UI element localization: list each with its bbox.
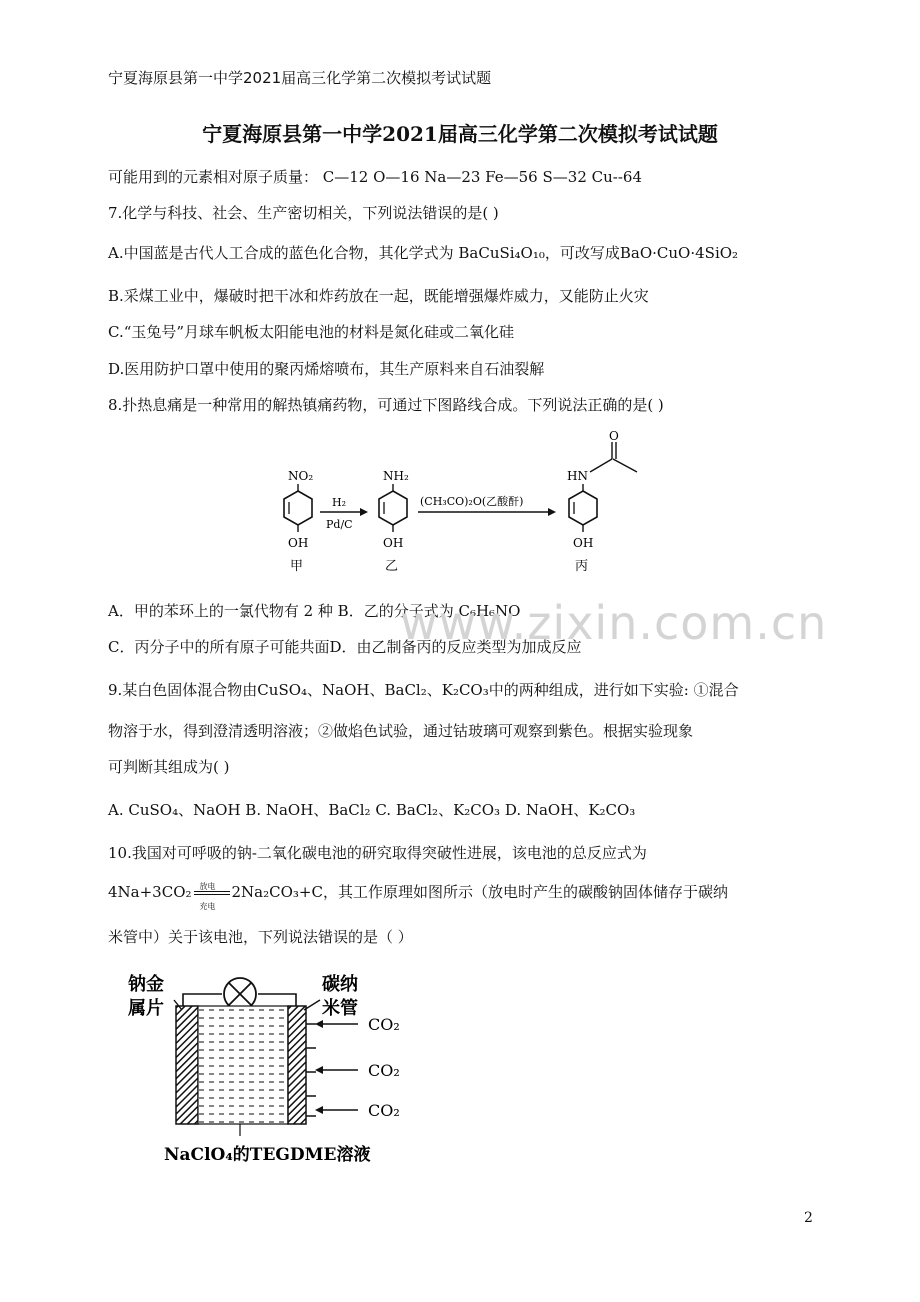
arrow-label-charge: 充电 [199, 902, 216, 911]
yi-top-group: NH₂ [383, 469, 409, 483]
step1-reagent-bottom: Pd/C [326, 518, 353, 531]
bing-label: 丙 [575, 559, 589, 574]
sodium-metal-sheet [176, 1006, 198, 1124]
yi-label: 乙 [385, 559, 399, 574]
page-title: 宁夏海原县第一中学2021届高三化学第二次模拟考试试题 [202, 122, 718, 146]
q7-option-b: B.采煤工业中，爆破时把干冰和炸药放在一起，既能增强爆炸威力，又能防止火灾 [108, 287, 649, 305]
q9-stem-1: 9.某白色固体混合物由CuSO₄、NaOH、BaCl₂、K₂CO₃中的两种组成，进行如下实验: ①混合 [108, 681, 739, 699]
jia-bottom-group: OH [288, 536, 309, 550]
bing-carbonyl-o: O [609, 429, 619, 443]
arrow-step2 [418, 494, 556, 516]
q7-option-d: D.医用防护口罩中使用的聚丙烯熔喷布，其生产原料来自石油裂解 [108, 360, 545, 378]
q10-stem-2 [108, 882, 728, 911]
watermark: www.zixin.com.cn [400, 596, 828, 650]
electrolyte-label: NaClO₄的TEGDME溶液 [164, 1145, 371, 1165]
arrow-label-discharge: 放电 [199, 882, 216, 891]
running-header: 宁夏海原县第一中学2021届高三化学第二次模拟考试试题 [108, 69, 492, 87]
q10-equation-right: 2Na₂CO₃+C，其工作原理如图所示（放电时产生的碳酸钠固体储存于碳纳 [231, 883, 728, 901]
q9-stem-2: 物溶于水，得到澄清透明溶液；②做焰色试验，通过钴玻璃可观察到紫色。根据实验现象 [108, 722, 694, 740]
label-sodium-2: 属片 [128, 998, 164, 1019]
page-number: 2 [804, 1210, 813, 1226]
q8-options-cd: C．丙分子中的所有原子可能共面D．由乙制备丙的反应类型为加成反应 [108, 638, 582, 656]
carbon-nanotube [288, 1006, 306, 1124]
q7-option-a: A.中国蓝是古代人工合成的蓝色化合物，其化学式为 BaCuSi₄O₁₀，可改写成BaO·CuO·4SiO₂ [108, 244, 739, 262]
electrolyte-solution [198, 1006, 288, 1124]
battery-diagram [118, 966, 438, 1176]
co2-label-1: CO₂ [368, 1015, 400, 1034]
reaction-scheme [260, 428, 660, 588]
compound-bing [567, 429, 637, 574]
q10-stem-3: 米管中）关于该电池，下列说法错误的是（ ） [108, 928, 413, 946]
bing-bottom-group: OH [573, 536, 594, 550]
step1-reagent-top: H₂ [332, 496, 347, 509]
step2-reagent: (CH₃CO)₂O(乙酸酐) [420, 495, 524, 508]
atomic-masses: 可能用到的元素相对原子质量： C—12 O—16 Na—23 Fe—56 S—32 Cu--64 [108, 168, 642, 186]
compound-yi [379, 469, 409, 574]
q9-stem-3: 可判断其组成为( ) [108, 758, 230, 776]
q10-equation-left: 4Na+3CO₂ [108, 883, 192, 901]
jia-label: 甲 [290, 559, 304, 574]
co2-inflow-arrows [315, 1015, 400, 1120]
q8-options-ab: A．甲的苯环上的一氯代物有 2 种 B．乙的分子式为 C₆H₆NO [108, 602, 521, 620]
q10-stem-1: 10.我国对可呼吸的钠-二氧化碳电池的研究取得突破性进展，该电池的总反应式为 [108, 844, 647, 862]
q8-stem: 8.扑热息痛是一种常用的解热镇痛药物，可通过下图路线合成。下列说法正确的是( ) [108, 396, 664, 414]
compound-jia [284, 469, 313, 574]
nanotube-ticks [306, 1024, 316, 1116]
q9-options: A. CuSO₄、NaOH B. NaOH、BaCl₂ C. BaCl₂、K₂CO₃ D. NaOH、K₂CO₃ [108, 801, 636, 819]
yi-bottom-group: OH [383, 536, 404, 550]
external-circuit [183, 978, 296, 1010]
co2-label-3: CO₂ [368, 1101, 400, 1120]
co2-label-2: CO₂ [368, 1061, 400, 1080]
arrow-step1 [320, 496, 368, 531]
label-carbon-1: 碳纳 [322, 974, 358, 995]
label-sodium-1: 钠金 [128, 974, 164, 995]
bing-nh-group: HN [567, 469, 588, 483]
reversible-arrow [192, 882, 232, 911]
jia-top-group: NO₂ [288, 469, 314, 483]
q7-stem: 7.化学与科技、社会、生产密切相关，下列说法错误的是( ) [108, 204, 499, 222]
label-carbon-2: 米管 [322, 998, 358, 1019]
q7-option-c: C.“玉兔号”月球车帆板太阳能电池的材料是氮化硅或二氧化硅 [108, 323, 515, 341]
